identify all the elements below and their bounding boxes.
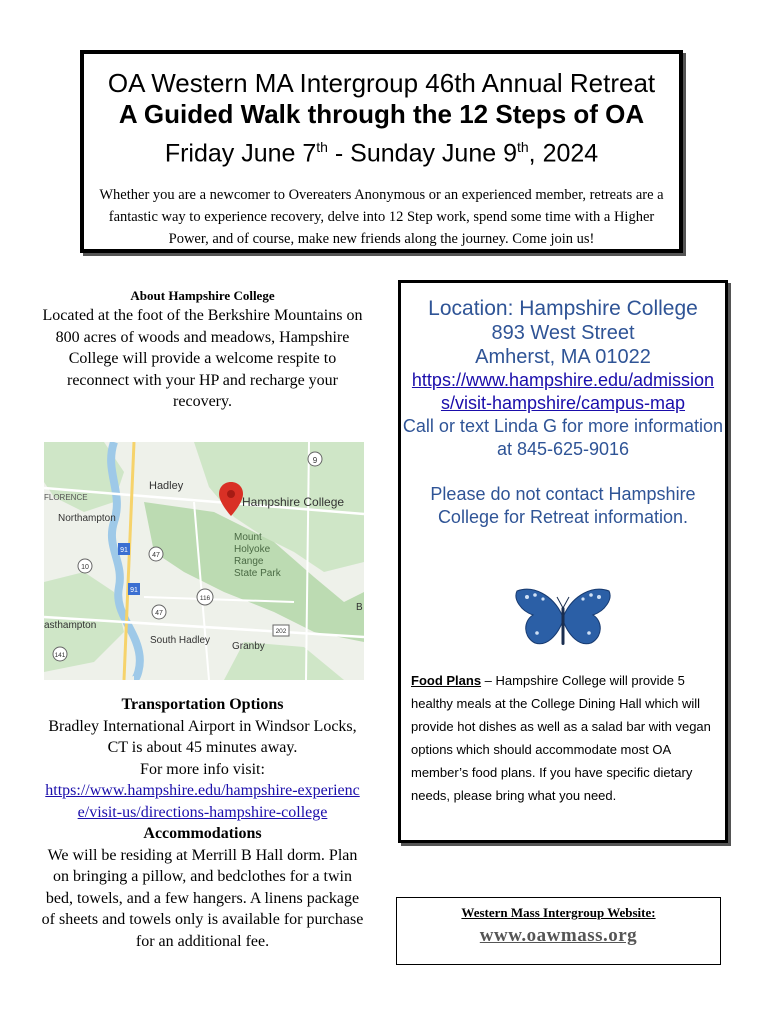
intro-text: Whether you are a newcomer to Overeaters Anonymous or an experienced member, retreats are a fantastic way to experience recovery, delve into 12 Step work, spend some time with a Higher Power, and of course, make new friends along the journey. Come join us! [99,187,664,248]
location-box [398,280,728,843]
website-heading: Western Mass Intergroup Website: [461,905,656,920]
about-heading: About Hampshire College [130,288,275,303]
location-street: 893 West Street [491,322,635,344]
svg-text:10: 10 [81,564,89,571]
location-name: Location: Hampshire College [428,297,698,320]
website-url[interactable]: www.oawmass.org [479,925,638,946]
location-city: Amherst, MA 01022 [475,346,651,368]
map-label-northampton: Northampton [58,513,116,524]
transport-more-info: For more info visit: [140,760,265,778]
svg-text:9: 9 [312,456,318,465]
map-label-florence: FLORENCE [44,493,88,502]
svg-text:116: 116 [199,595,211,602]
svg-text:47: 47 [155,610,163,617]
campus-map-link[interactable]: https://www.hampshire.edu/admissions/visit-hampshire/campus-map [411,370,715,413]
food-text: – Hampshire College will provide 5 healthy meals at the College Dining Hall which will provide hot dishes as well as a salad bar with vegan options which should accommodate most OA member’s food plans. If you have specific dietary needs, please bring what you need. [411,673,711,803]
food-heading: Food Plans [411,673,482,688]
svg-text:91: 91 [120,547,128,554]
svg-text:91: 91 [130,587,138,594]
map-label-easthampton: asthampton [44,620,97,631]
svg-text:202: 202 [275,628,287,635]
butterfly-icon [513,585,613,657]
accommodations-text: We will be residing at Merrill B Hall dorm. Plan on bringing a pillow, and bedclothes for a twin bed, towels, and a few hangers. A linens package of sheets and towels only is available for purchase for an additional fee. [41,846,364,950]
location-info [401,297,725,529]
map-label-hadley: Hadley [149,480,184,492]
svg-text:47: 47 [152,552,160,559]
contact-text: Call or text Linda G for more information at 845-625-9016 [402,416,724,459]
event-dates: Friday June 7th - Sunday June 9th, 2024 [164,139,599,168]
map-label-b: B [356,602,363,613]
website-box [396,897,721,965]
event-title: OA Western MA Intergroup 46th Annual Retreat [107,68,656,98]
food-plans [411,669,716,807]
warning-text: Please do not contact Hampshire College for Retreat information. [430,484,696,527]
map-pin-icon[interactable] [219,482,243,516]
transportation-section [40,694,365,952]
svg-text:141: 141 [54,652,66,659]
directions-link[interactable]: https://www.hampshire.edu/hampshire-experience/visit-us/directions-hampshire-college [45,782,360,821]
about-text: Located at the foot of the Berkshire Mountains on 800 acres of woods and meadows, Hampshire College will provide a welcome respite to reconnect with your HP and recharge your recovery. [42,307,363,410]
transport-text: Bradley International Airport in Windsor Locks, CT is about 45 minutes away. [48,717,357,756]
event-subtitle: A Guided Walk through the 12 Steps of OA [118,99,645,129]
map-label-south-hadley: South Hadley [150,635,211,646]
map-label-park: Mount Holyoke Range State Park [234,532,281,579]
header-box [80,50,683,253]
location-map[interactable] [44,442,364,680]
map-label-granby: Granby [232,641,265,652]
accommodations-heading: Accommodations [143,825,262,842]
map-label-hampshire-college: Hampshire College [242,495,345,509]
transport-heading: Transportation Options [121,696,284,713]
